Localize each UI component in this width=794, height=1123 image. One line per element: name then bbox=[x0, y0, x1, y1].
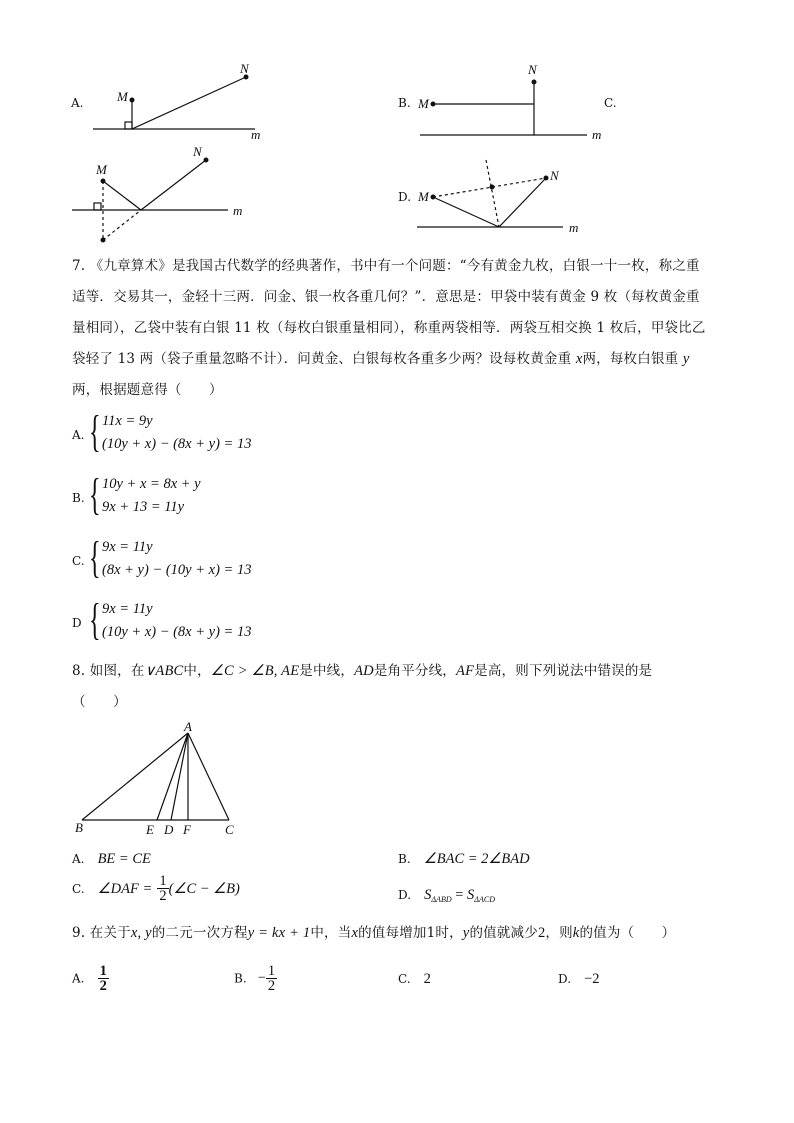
option-value: −2 bbox=[584, 971, 600, 987]
fig8-side-ac bbox=[188, 733, 229, 820]
equation-2: (10y + x) − (8x + y) = 13 bbox=[102, 436, 252, 452]
q8-option-a bbox=[72, 848, 151, 868]
option-letter: B. bbox=[398, 852, 411, 866]
fig-c-right-angle bbox=[94, 203, 101, 210]
q7-stem bbox=[72, 251, 732, 406]
q8-triangle: ∨ABC bbox=[144, 663, 184, 679]
fig-d-label-n: N bbox=[550, 168, 559, 183]
q7-line-4: 袋轻了 13 两（袋子重量忽略不计）．问黄金、白银每枚各重多少两？设每枚黄金重 x两，每枚白银重 y bbox=[72, 351, 690, 367]
q7-line-3: 量相同），乙袋中装有白银 11 枚（每枚白银重量相同），称重两袋相等．两袋互相交换 1 枚后，甲袋比乙 bbox=[72, 320, 706, 336]
fig8-label-e: E bbox=[146, 822, 154, 837]
q8-stem bbox=[72, 656, 732, 718]
option-letter: A. bbox=[72, 852, 85, 866]
fig-c-segment-pn bbox=[141, 160, 206, 210]
q6-option-c-letter: C. bbox=[604, 96, 617, 110]
q8-cond-1: ∠C > ∠B, AE bbox=[210, 663, 300, 679]
fig8-label-b: B bbox=[75, 820, 83, 835]
fig-d-dashed-mn bbox=[433, 178, 546, 197]
fig-d-point-n bbox=[544, 176, 549, 181]
equation-2: (10y + x) − (8x + y) = 13 bbox=[102, 624, 252, 640]
option-letter: C. bbox=[72, 554, 85, 568]
q8-line-1: 8. 如图，在∨ABC中，∠C > ∠B, AE是中线，AD是角平分线，AF是高，则下列说法中错误的是 bbox=[72, 663, 653, 679]
q6-figures bbox=[0, 0, 794, 260]
equation-1: 11x = 9y bbox=[102, 413, 153, 429]
fig-b-label-m: M bbox=[418, 96, 429, 111]
fig-a-segment-pn bbox=[132, 77, 246, 129]
option-letter: B. bbox=[234, 971, 247, 986]
fig-c-label-line: m bbox=[233, 203, 243, 218]
q8-option-c bbox=[72, 874, 240, 903]
q8-cond-2: AD bbox=[354, 663, 374, 679]
fig-d-segment-mp bbox=[433, 197, 499, 227]
fig-a-label-n: N bbox=[240, 61, 249, 76]
fraction: $\frac{1}{2}$ bbox=[159, 873, 167, 904]
q8-line-2: （ ） bbox=[72, 694, 127, 710]
fig-d-point-mid bbox=[490, 185, 495, 190]
option-letter: C. bbox=[398, 972, 411, 986]
option-lhs: ∠DAF = bbox=[97, 881, 153, 897]
q8-option-b bbox=[398, 848, 530, 868]
fig-a-label-m: M bbox=[117, 89, 128, 104]
fig8-label-d: D bbox=[164, 822, 174, 837]
equation-1: 9x = 11y bbox=[102, 601, 153, 617]
fraction: $\frac{1}{2}$ bbox=[267, 963, 276, 994]
fig-b-label-line: m bbox=[592, 127, 602, 142]
fig-b-point-m bbox=[431, 102, 436, 107]
option-letter: C. bbox=[72, 882, 85, 896]
fig-c-dashed-reflect bbox=[103, 210, 141, 240]
fig8-label-f: F bbox=[183, 822, 191, 837]
fig-c-segment-mp bbox=[103, 181, 141, 210]
fig8-bisector-ad bbox=[171, 733, 188, 820]
option-letter: D. bbox=[558, 972, 572, 986]
option-expr: ∠BAC = 2∠BAD bbox=[423, 851, 530, 867]
fig-c-label-m: M bbox=[96, 162, 107, 177]
equation-1: 10y + x = 8x + y bbox=[102, 476, 201, 492]
fig8-median-ae bbox=[157, 733, 188, 820]
option-rhs: (∠C − ∠B) bbox=[168, 881, 240, 897]
q9-option-b: B. − $\frac{1}{2}$ bbox=[234, 963, 276, 994]
fig-c-point-m bbox=[101, 179, 106, 184]
brace-icon: { bbox=[89, 470, 101, 519]
fig-d-segment-pn bbox=[499, 178, 546, 227]
fig-c-point-n bbox=[204, 158, 209, 163]
q9-stem: 9. 在关于x, y的二元一次方程y = kx + 1中，当x的值每增加1时，y的值就减少2，则k的值为（ ） bbox=[72, 925, 676, 941]
brace-icon: { bbox=[89, 595, 101, 644]
option-letter: B. bbox=[72, 491, 85, 505]
q8-option-d: D. $S_{\Delta ABD} = S_{\Delta ACD}$ bbox=[398, 887, 495, 904]
q6-option-b-letter: B. bbox=[398, 96, 411, 110]
fig8-label-a: A bbox=[184, 719, 192, 734]
equation-1: 9x = 11y bbox=[102, 539, 153, 555]
fraction: $\frac{1}{2}$ bbox=[99, 963, 107, 994]
q7-line-5: 两，根据题意得（ ） bbox=[72, 382, 223, 398]
equation-2: 9x + 13 = 11y bbox=[102, 499, 185, 515]
option-letter: D. bbox=[398, 888, 412, 902]
q6-option-d-letter: D. bbox=[398, 190, 412, 204]
fig-c-label-n: N bbox=[193, 144, 202, 159]
fig8-label-c: C bbox=[225, 822, 234, 837]
q7-var-y: y bbox=[682, 351, 690, 367]
fig-a-point-m bbox=[130, 98, 135, 103]
option-value: 2 bbox=[423, 971, 431, 987]
fig-c-point-reflection bbox=[101, 238, 106, 243]
q9-option-a bbox=[72, 964, 109, 993]
q7-var-x: x bbox=[575, 351, 583, 367]
option-letter: D bbox=[72, 616, 82, 630]
option-letter: A. bbox=[72, 971, 85, 986]
q8-cond-3: AF bbox=[456, 663, 475, 679]
q9-equation: y = kx + 1 bbox=[247, 925, 311, 941]
equation-2: (8x + y) − (10y + x) = 13 bbox=[102, 562, 252, 578]
option-letter: A. bbox=[72, 428, 85, 442]
q6-option-a-letter: A. bbox=[71, 96, 84, 110]
fig-d-label-m: M bbox=[418, 189, 429, 204]
q7-line-1: 7. 《九章算术》是我国古代数学的经典著作，书中有一个问题：“今有黄金九枚，白银一十一枚，称之重 bbox=[72, 258, 700, 274]
brace-icon: { bbox=[89, 407, 101, 456]
fig-d-dashed-bisector bbox=[486, 160, 499, 227]
q7-line-2: 适等．交易其一，金轻十三两．问金、银一枚各重几何？”．意思是：甲袋中装有黄金 9 枚（每枚黄金重 bbox=[72, 289, 700, 305]
fig-a-right-angle bbox=[125, 122, 132, 129]
q9-option-c bbox=[398, 968, 431, 988]
fig-a-label-line: m bbox=[251, 127, 261, 142]
fig8-side-ab bbox=[82, 733, 188, 820]
fig-b-label-n: N bbox=[528, 62, 537, 77]
fig-d-label-line: m bbox=[569, 220, 579, 235]
option-expr: BE = CE bbox=[97, 851, 151, 867]
q9-option-d bbox=[558, 968, 600, 988]
fig-b-point-n bbox=[532, 80, 537, 85]
brace-icon: { bbox=[89, 533, 101, 582]
fig-d-point-m bbox=[431, 195, 436, 200]
